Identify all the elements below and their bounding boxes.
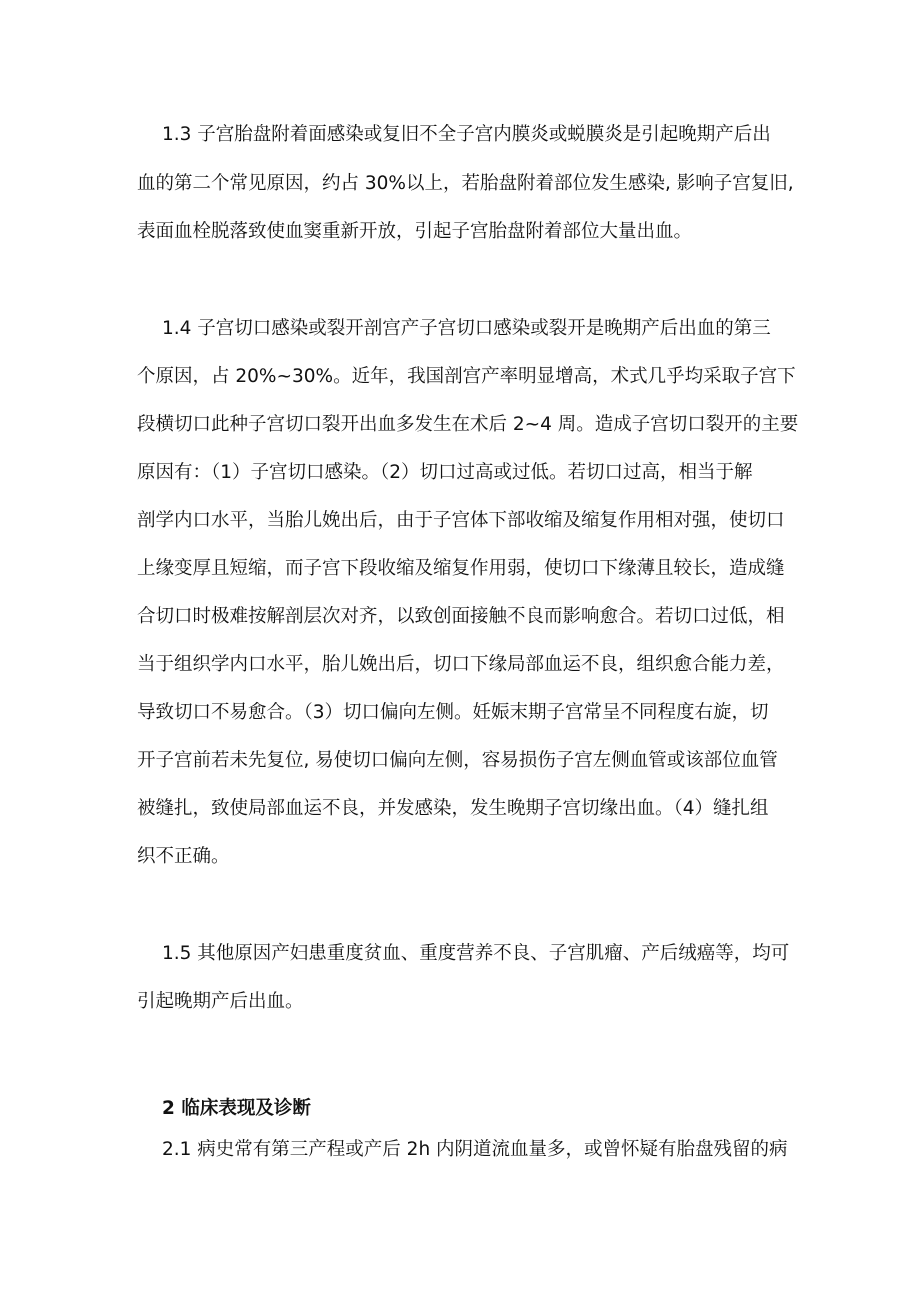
section-1-3-line-2: 血的第二个常见原因，约占 30%以上，若胎盘附着部位发生感染, 影响子宫复旧, bbox=[137, 173, 794, 194]
section-1-4-line-12: 织不正确。 bbox=[137, 846, 230, 867]
section-1-5-line-2: 引起晚期产后出血。 bbox=[137, 991, 304, 1012]
section-1-4-line-2: 个原因，占 20%~30%。近年，我国剖宫产率明显增高，术式几乎均采取子宫下 bbox=[137, 366, 796, 387]
section-1-4-line-3: 段横切口此种子宫切口裂开出血多发生在术后 2~4 周。造成子宫切口裂开的主要 bbox=[137, 414, 799, 435]
section-1-4-line-4: 原因有：（1）子宫切口感染。（2）切口过高或过低。若切口过高，相当于解 bbox=[137, 462, 753, 483]
section-1-3-line-1: 1.3 子宫胎盘附着面感染或复旧不全子宫内膜炎或蜕膜炎是引起晚期产后出 bbox=[162, 124, 771, 145]
section-1-5-line-1: 1.5 其他原因产妇患重度贫血、重度营养不良、子宫肌瘤、产后绒癌等，均可 bbox=[162, 943, 790, 964]
section-1-4-line-9: 导致切口不易愈合。（3）切口偏向左侧。妊娠末期子宫常呈不同程度右旋，切 bbox=[137, 702, 769, 723]
section-1-4-line-10: 开子宫前若未先复位, 易使切口偏向左侧，容易损伤子宫左侧血管或该部位血管 bbox=[137, 750, 778, 771]
section-1-4-line-5: 剖学内口水平，当胎儿娩出后，由于子宫体下部收缩及缩复作用相对强，使切口 bbox=[137, 510, 785, 531]
section-1-4-line-7: 合切口时极难按解剖层次对齐，以致创面接触不良而影响愈合。若切口过低，相 bbox=[137, 606, 785, 627]
section-2-1-line-1: 2.1 病史常有第三产程或产后 2h 内阴道流血量多，或曾怀疑有胎盘残留的病 bbox=[162, 1139, 788, 1160]
section-1-4-line-8: 当于组织学内口水平，胎儿娩出后，切口下缘局部血运不良，组织愈合能力差， bbox=[137, 654, 785, 675]
section-heading-2: 2 临床表现及诊断 bbox=[162, 1098, 311, 1119]
section-1-4-line-11: 被缝扎，致使局部血运不良，并发感染，发生晚期子宫切缘出血。（4）缝扎组 bbox=[137, 798, 769, 819]
section-1-3-line-3: 表面血栓脱落致使血窦重新开放，引起子宫胎盘附着部位大量出血。 bbox=[137, 221, 693, 242]
section-1-4-line-1: 1.4 子宫切口感染或裂开剖宫产子宫切口感染或裂开是晚期产后出血的第三 bbox=[162, 318, 771, 339]
section-1-4-line-6: 上缘变厚且短缩，而子宫下段收缩及缩复作用弱，使切口下缘薄且较长，造成缝 bbox=[137, 558, 785, 579]
